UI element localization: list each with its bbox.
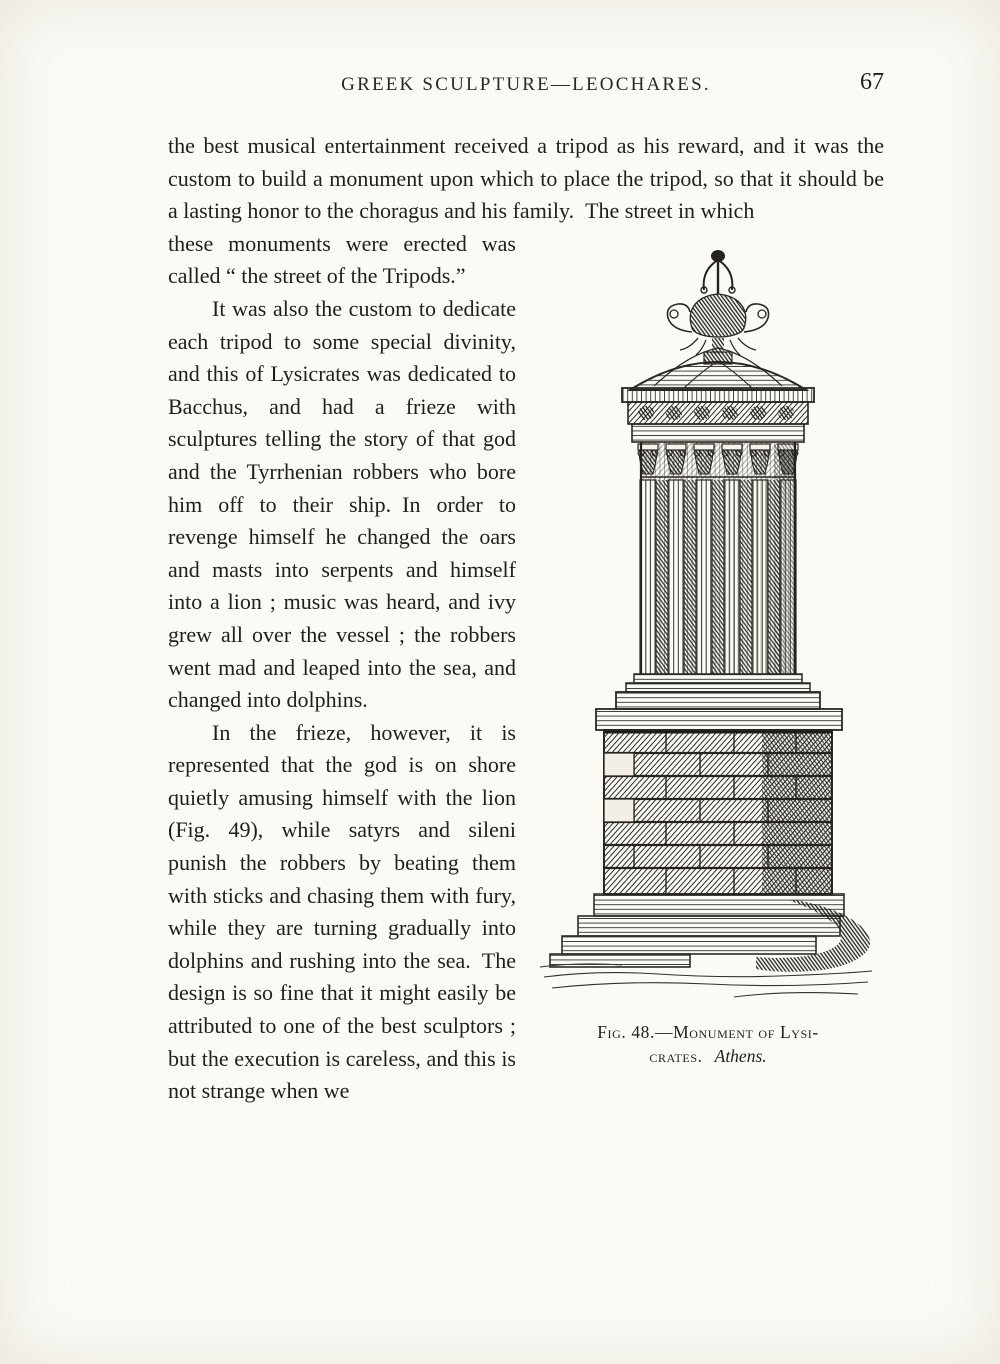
figure-48-monument-of-lysicrates — [532, 240, 884, 1068]
monument-of-lysicrates-engraving — [538, 240, 878, 1008]
paragraph-1-continued: these monuments were erected was called “ the street of the Tripods.” — [168, 230, 516, 289]
paragraph-2: It was also the custom to dedicate each tripod to some special divinity, and this of Lysicrates was dedicated to Bacchus, and had a frieze with sculptures telling the story of that god and the Tyrrhenian robbers who bore him off to their ship. In order to revenge himself he changed the oars and masts into serpents and himself into a lion ; music was heard, and ivy grew all over the vessel ; the robbers went mad and leaped into the sea, and changed into dolphins. — [168, 295, 516, 713]
paragraph-1-fullwidth: the best musical entertainment received a tripod as his reward, and it was the custom to build a monument upon which to place the tripod, so that it should be a lasting honor to the choragus and his family. The street in which — [168, 133, 884, 224]
rotunda-colonnade — [638, 442, 798, 674]
pedestal-cornice — [596, 692, 842, 730]
body-text — [168, 130, 884, 1108]
figure-caption-line1: Fig. 48.—Monument of Lysi- — [597, 1021, 819, 1042]
running-title: GREEK SCULPTURE—LEOCHARES. — [341, 74, 711, 95]
acanthus-finial — [667, 250, 768, 364]
figure-caption — [532, 1020, 884, 1068]
text-block — [168, 69, 884, 1108]
pedestal — [604, 730, 832, 894]
stepped-base — [550, 894, 844, 967]
entablature — [622, 388, 814, 442]
page-number: 67 — [860, 69, 884, 95]
figure-caption-line2: crates. — [649, 1045, 703, 1066]
page-header — [168, 69, 884, 104]
rotunda-base-molding — [626, 674, 810, 692]
paragraph-3: In the frieze, however, it is represented that the god is on shore quietly amusing himself with the lion (Fig. 49), while satyrs and sileni punish the robbers by beating them with sticks and chasing them with fury, while they are turning gradually into dolphins and rushing into the sea. The design is so fine that it might easily be attributed to one of the best sculptors ; but the execution is careless, and this is not strange when we — [168, 719, 516, 1104]
figure-caption-location: Athens. — [714, 1045, 767, 1066]
